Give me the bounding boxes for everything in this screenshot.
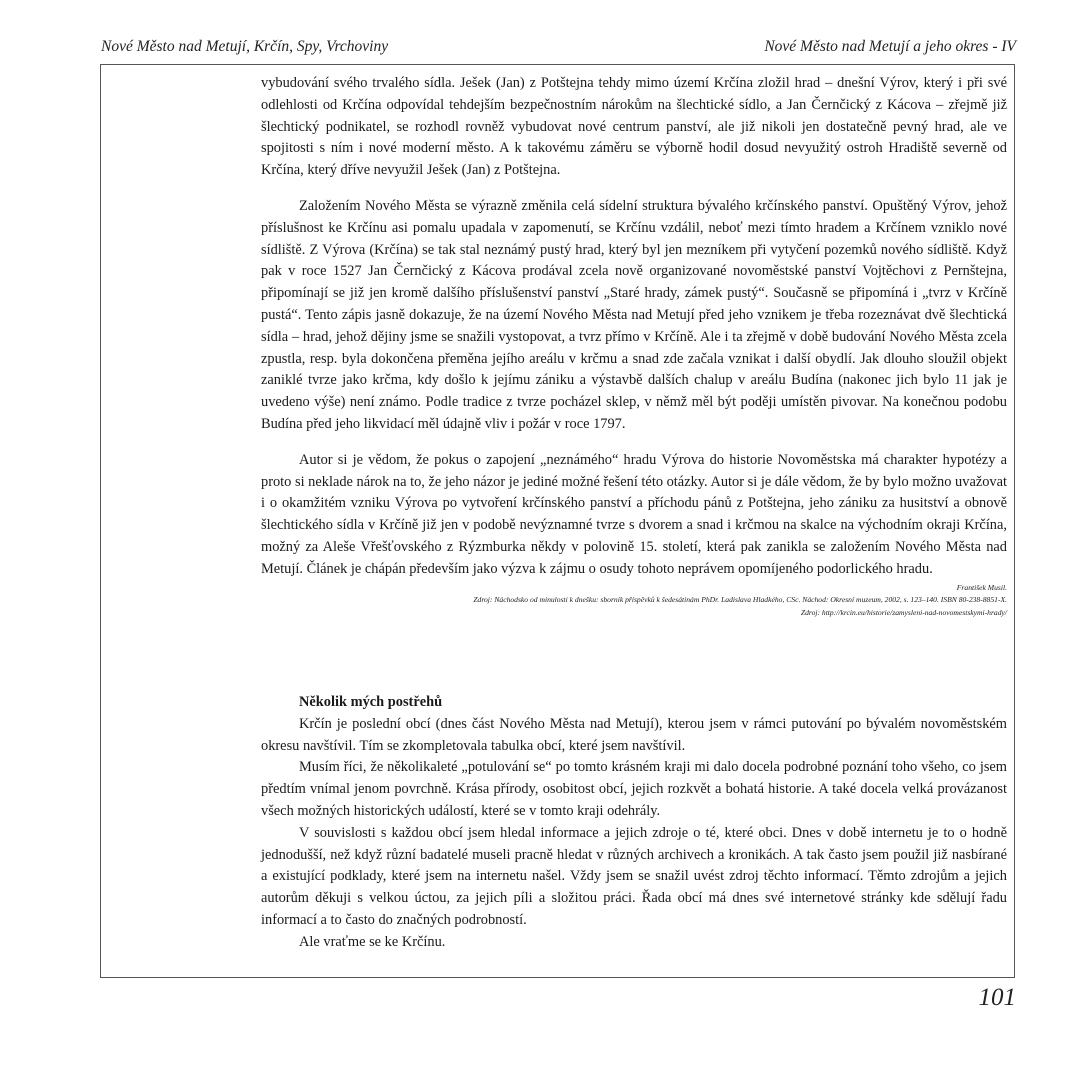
running-header-left: Nové Město nad Metují, Krčín, Spy, Vrchoviny <box>101 38 389 55</box>
source-citation-2: Zdroj: http://krcin.eu/historie/zamysleni-nad-novomestskymi-hrady/ <box>800 607 1007 617</box>
paragraph-2: Založením Nového Města se výrazně změnila celá sídelní struktura bývalého krčínského panství. Opuštěný Výrov, jehož příslušnost ke Krčínu asi pomalu upadala v zapomenutí, se Krčínu vzdálil, neboť mezi tímto hradem a Krčínem vzniklo nové sídliště. Z Výrova (Krčína) se tak stal neznámý pustý hrad, který byl jen mezníkem při vytyčení pozemků nového sídliště. Když pak v roce 1527 Jan Černčický z Kácova prodával zcela nově organizované novoměstské panství Vojtěchovi z Pernštejna, připomínají se již jen kromě dalšího příslušenství panství „Staré hrady, zámek pustý“. Současně se připomíná i „tvrz v Krčíně pustá“. Tento zápis jasně dokazuje, že na území Nového Města nad Metují před jeho vznikem je třeba rozeznávat dvě šlechtická sídla – hrad, jehož dějiny jsme se snažili vystopovat, a tvrz přímo v Krčíně. Ale i ta zřejmě v době budování Nového Města zcela zpustla, resp. byla dokončena přeměna jejího areálu v krčmu a snad zde začala vznikat i další obydlí. Jak dlouho sloužil objekt zaniklé tvrze jako krčma, kdy došlo k jejímu zániku a výstavbě dalších chalup v areálu Budína (nakonec jich bylo 11 jak je uvedeno výše) není známo. Podle tradice z tvrze pocházel sklep, v němž měl být poději umístěn pivovar. Na konečnou podobu Budína před jeho likvidací měl údajně vliv i požár v roce 1797. <box>261 197 1007 432</box>
source-citation-1: Zdroj: Náchodsko od minulosti k dnešku: sborník příspěvků k šedesátinám PhDr. Ladislava Hladkého, CSc. Náchod: Okresní muzeum, 2002, s. 123–140. ISBN 80-238-8851-X. <box>473 595 1007 605</box>
paragraph-3: Autor si je vědom, že pokus o zapojení „neznámého“ hradu Výrova do historie Novoměstska má charakter hypotézy a proto si neklade nárok na to, že jeho názor je jediné možné řešení této otázky. Autor si je dále vědom, že by bylo možno uvažovat i o okamžitém vzniku Výrova po vytvoření krčínského panství a příchodu pánů z Potštejna, jeho zániku za husitství a obnově šlechtického sídla v Krčíně již jen v podobě nevýznamné tvrze s dvorem a snad i krčmou na skalce na východním okraji Krčína, možný za Aleše Vřešťovského z Rýzmburka někdy v polovině 15. století, která pak zanikla se založením Nového Města nad Metují. Článek je chápán především jako výzva k zájmu o osudy tohoto neprávem opomíjeného podorlického hradu. <box>261 451 1007 577</box>
section-paragraph-3: V souvislosti s každou obcí jsem hledal informace a jejich zdroje o té, které obci. Dnes v době internetu je to o hodně jednodušší, než když různí badatelé museli pracně hledat v různých archivech a kronikách. A tak často jsem použil již nasbírané a existující podklady, které jsem na internetu našel. Vždy jsem se snažil uvést zdroj těchto informací. Těmto zdrojům a jejich autorům děkuji s velkou úctou, za jejich píli a složitou práci. Řada obcí má dnes své internetové stránky kde sdělují řadu informací a to často do značných podrobností. <box>261 824 1007 928</box>
section-paragraph-4: Ale vraťme se ke Krčínu. <box>299 933 446 950</box>
page-frame <box>100 64 1015 978</box>
section-title: Několik mých postřehů <box>299 694 443 711</box>
section-paragraph-2: Musím říci, že několikaleté „potulování se“ po tomto krásném kraji mi dalo docela podrobné poznání toho všeho, co jsem předtím vnímal jenom povrchně. Krása přírody, osobitost obcí, jejich rozkvět a bohatá historie. A také docela velká provázanost všech možných historických událostí, které se v tomto kraji odehrály. <box>261 759 1007 820</box>
article-author: František Musil. <box>956 582 1007 592</box>
paragraph-1: vybudování svého trvalého sídla. Ješek (Jan) z Potštejna tehdy mimo území Krčína zložil hrad – dnešní Výrov, který i při své odlehlosti od Krčína odpovídal tehdejším bezpečnostním nárokům na šlechtické sídlo, a Jan Černčický z Kácova – zřejmě již šlechtický podnikatel, se rozhodl rovněž vybudovat nové centrum panství, ale již nikoli jen dostatečně pevný hrad, ale ve spojitosti s ním i nové moderní město. A k takovému záměru se výborně hodil dosud nevyužitý ostroh Hradiště severně od Krčína, který dříve nevyužil Ješek (Jan) z Potštejna. <box>261 75 1007 179</box>
section-paragraph-1: Krčín je poslední obcí (dnes část Nového Města nad Metují), kterou jsem v rámci putování po bývalém novoměstském okresu navštívil. Tím se zkompletovala tabulka obcí, které jsem navštívil. <box>261 715 1007 754</box>
page-number: 101 <box>978 984 1016 1011</box>
text-column <box>261 73 1007 954</box>
running-header-right: Nové Město nad Metují a jeho okres - IV <box>764 38 1016 55</box>
